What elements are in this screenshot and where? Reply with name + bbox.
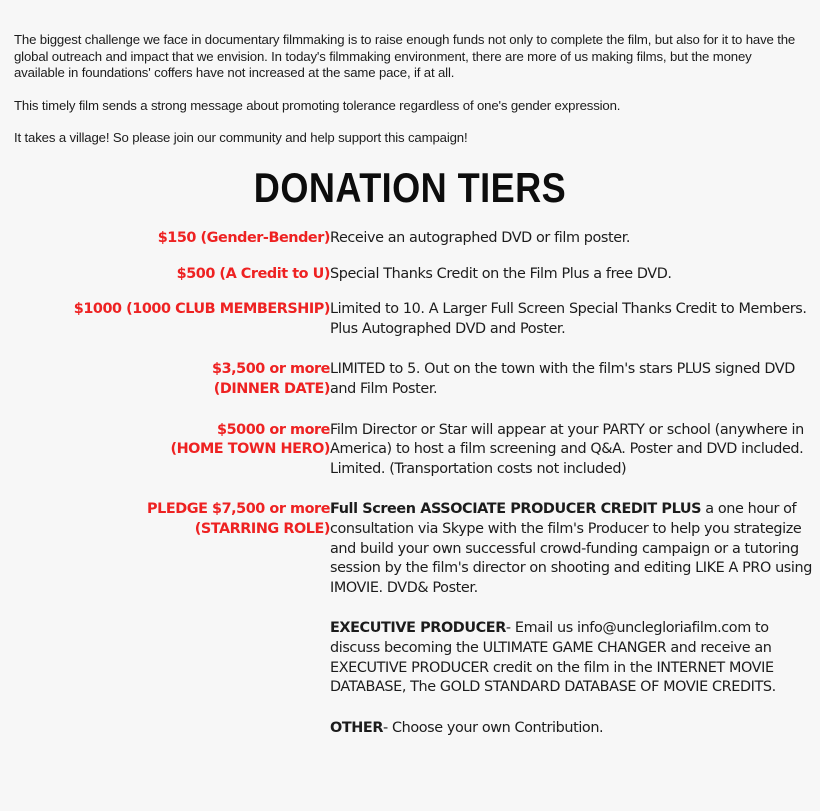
intro-paragraph-3: It takes a village! So please join our community and help support this campaign!	[14, 130, 468, 146]
tier-description-7500-highlight: Full Screen ASSOCIATE PRODUCER CREDIT PLUS	[330, 501, 702, 518]
executive-producer-block	[330, 619, 820, 697]
tier-label-150: $150 (Gender-Bender)	[157, 230, 330, 246]
row-spacer	[0, 400, 820, 421]
tier-label-7500: PLEDGE $7,500 or more (STARRING ROLE)	[147, 501, 330, 537]
table-row	[0, 265, 820, 285]
table-row	[0, 719, 820, 739]
other-body: - Choose your own Contribution.	[383, 719, 604, 736]
table-row	[0, 229, 820, 249]
table-row	[0, 360, 820, 399]
other-title: OTHER	[330, 719, 384, 736]
tier-description-7500-body: a one hour of consultation via Skype with the film's Producer to help you strategize and build your own successful crowd-funding campaign or a tutoring session by the film's director on shooting and editing LIKE A PRO using IMOVIE. DVD& Poster.	[330, 501, 812, 596]
row-spacer	[0, 479, 820, 500]
intro-section	[14, 32, 804, 147]
tier-description-150: Receive an autographed DVD or film poster.	[330, 230, 631, 246]
row-spacer	[0, 284, 820, 300]
tier-label-empty-executive	[0, 619, 330, 697]
intro-paragraph-1: The biggest challenge we face in documentary filmmaking is to raise enough funds not only to complete the film, but also for it to have the global outreach and impact that we envision. In today's filmmaking environment, there are more of us making films, but the money available in foundations' coffers have not increased at the same pace, if at all.	[14, 32, 796, 81]
row-spacer	[0, 698, 820, 719]
tier-description-3500: LIMITED to 5. Out on the town with the film's stars PLUS signed DVD and Film Poster.	[330, 361, 795, 397]
tier-description-1000: Limited to 10. A Larger Full Screen Special Thanks Credit to Members. Plus Autographed DVD and Poster.	[330, 301, 807, 337]
tier-label-1000: $1000 (1000 CLUB MEMBERSHIP)	[73, 301, 330, 318]
tier-label-500: $500 (A Credit to U)	[176, 265, 330, 282]
tier-label-empty-other	[0, 719, 330, 739]
table-row	[0, 500, 820, 598]
row-spacer	[0, 598, 820, 619]
table-row	[0, 421, 820, 480]
table-row	[0, 619, 820, 697]
executive-producer-title: EXECUTIVE PRODUCER	[330, 620, 506, 637]
row-spacer	[0, 249, 820, 265]
page-title: DONATION TIERS	[253, 164, 567, 211]
table-row	[0, 300, 820, 339]
row-spacer	[0, 339, 820, 360]
other-block	[330, 719, 820, 739]
executive-producer-body: - Email us info@unclegloriafilm.com to discuss becoming the ULTIMATE GAME CHANGER and receive an EXECUTIVE PRODUCER credit on the film in the INTERNET MOVIE DATABASE, The GOLD STANDARD DATABASE OF MOVIE CREDITS.	[330, 620, 776, 696]
tier-label-5000: $5000 or more (HOME TOWN HERO)	[170, 421, 330, 458]
tier-description-7500	[330, 500, 820, 598]
intro-paragraph-2: This timely film sends a strong message about promoting tolerance regardless of one's gender expression.	[14, 97, 621, 113]
tier-description-500: Special Thanks Credit on the Film Plus a free DVD.	[330, 265, 672, 282]
tier-description-5000: Film Director or Star will appear at your PARTY or school (anywhere in America) to host a film screening and Q&A. Poster and DVD included. Limited. (Transportation costs not included)	[330, 421, 804, 477]
donation-tiers-table	[0, 229, 820, 738]
tier-label-3500: $3,500 or more (DINNER DATE)	[212, 361, 330, 397]
